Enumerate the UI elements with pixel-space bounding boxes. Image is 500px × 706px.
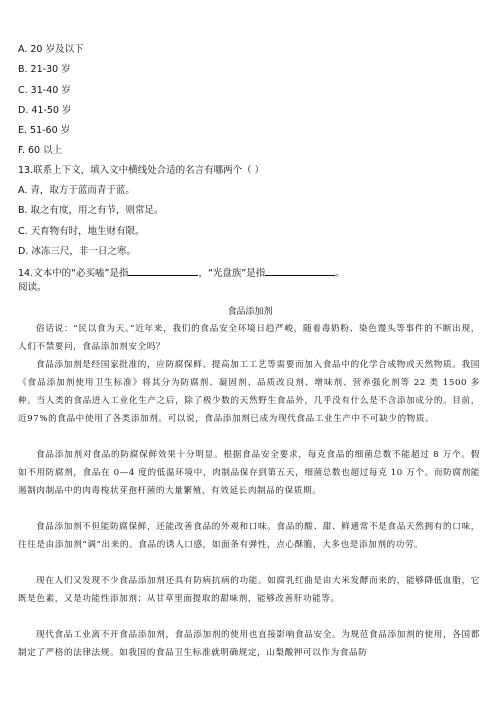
option-age-c: C. 31-40 岁 (18, 85, 71, 96)
question-13-option-c: C. 天育物有时，地生财有限。 (18, 226, 145, 237)
option-age-b: B. 21-30 岁 (18, 64, 71, 75)
question-14-prefix: 14.文本中的“必买嗑”是指 (18, 268, 129, 279)
article-paragraph-4: 食品添加剂不但能防腐保鲜，还能改善食品的外观和口味。食品的酸、甜、鲜通常不是食品天然拥有的口味，往往是由添加剂“调”出来的。食品的诱人口感，如面条有弹性，点心酥脆，大多也是添加剂的功劳。 (18, 522, 480, 550)
answer-blank-2[interactable] (265, 266, 335, 276)
article-paragraph-1: 俗话说：“民以食为天。”近年来，我们的食品安全环境日趋严峻，随着毒奶粉、染色馒头等事件的不断出现，人们不禁要问，食品添加剂安全吗？ (18, 324, 480, 352)
option-age-a: A. 20 岁及以下 (18, 44, 84, 55)
question-14 (18, 266, 345, 280)
question-13-option-d: D. 冰冻三尺，非一日之寒。 (18, 246, 136, 257)
question-13-option-a: A. 青，取方于蓝而青于蓝。 (18, 185, 135, 196)
article-paragraph-5: 现在人们又发现不少食品添加剂还具有防病抗病的功能。如腐乳红曲是由大米发酵而来的，能够降低血脂，它既是色素，又是功能性添加剂；从甘草里面提取的甜味剂，能够改善肝功能等。 (18, 576, 480, 604)
option-age-d: D. 41-50 岁 (18, 105, 72, 116)
article-paragraph-2: 食品添加剂是经国家批准的，应防腐保鲜、提高加工工艺等需要而加入食品中的化学合成物或天然物质。我国《食品添加剂使用卫生标准》将其分为防腐剂、凝固剂、品质改良剂、增味剂、营养强化剂等 22 类 1500 多种。当人类的食品进入工业化生产之后，除了极少数的天然野生食品外，几乎没有什么是不含添加成分的。目前，近97%的食品中使用了各类添加剂。可以说，食品添加剂已成为现代食品工业生产中不可缺少的物质。 (18, 360, 480, 424)
question-14-middle: ，“光盘族”是指 (198, 268, 266, 279)
answer-blank-1[interactable] (128, 266, 198, 276)
article-paragraph-3: 食品添加剂对食品的防腐保鲜效果十分明显。根据食品安全要求，每克食品的细菌总数不能超过 8 万个。假如不用防腐剂，食品在 0—4 度的低温环境中，肉制品保存到第五天，细菌总数也超过每克 10 万个。而防腐剂能遏制肉制品中的肉毒梭状芽孢杆菌的大量繁殖，有效延长肉制品的保质期。 (18, 450, 480, 496)
option-age-e: E. 51-60 岁 (18, 125, 71, 136)
option-age-f: F. 60 以上 (18, 145, 63, 156)
article-title: 食品添加剂 (227, 307, 273, 317)
article-paragraph-6: 现代食品工业离不开食品添加剂，食品添加剂的使用也直接影响食品安全。为规范食品添加剂的使用，各国都制定了严格的法律法规。如我国的食品卫生标准就明确规定，山梨酸钾可以作为食品防 (18, 630, 480, 658)
question-13-option-b: B. 取之有度，用之有节，则常足。 (18, 205, 164, 216)
question-13-stem: 13.联系上下文，填入文中横线处合适的名言有哪两个（ ） (18, 165, 265, 176)
reading-label: 阅读。 (18, 282, 47, 293)
question-14-suffix: 。 (335, 268, 345, 279)
